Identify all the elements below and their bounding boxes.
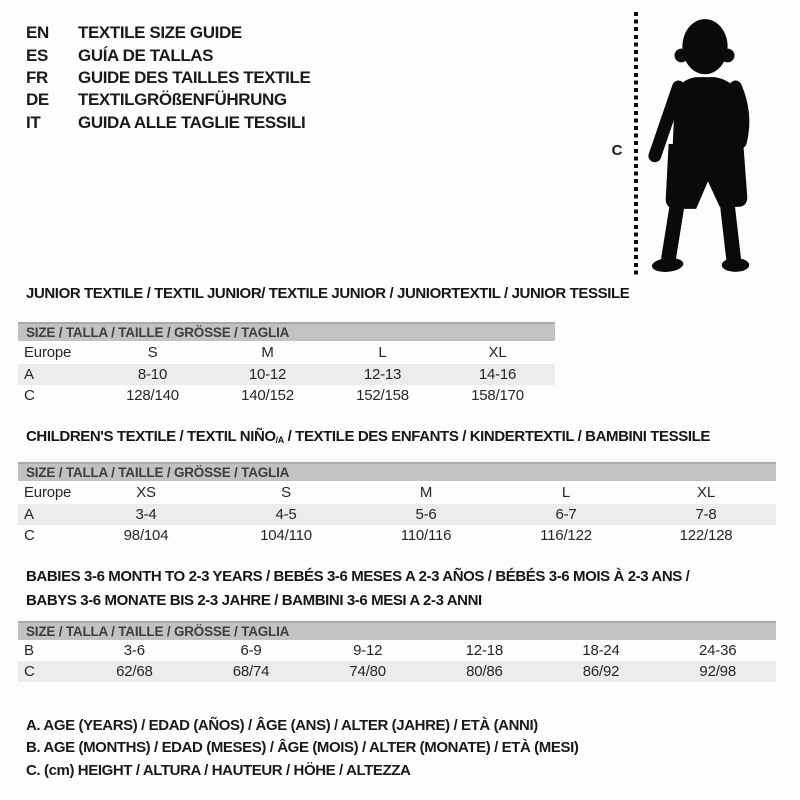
row-label-a: A xyxy=(24,506,34,523)
junior-size-row xyxy=(18,341,555,364)
children-title-text: / TEXTILE DES ENFANTS / KINDERTEXTIL / BAMBINI TESSILE xyxy=(283,428,710,445)
babies-title-line2: BABYS 3-6 MONATE BIS 2-3 JAHRE / BAMBINI 3-6 MESI A 2-3 ANNI xyxy=(26,591,482,609)
language-code: DE xyxy=(26,90,49,110)
language-code: IT xyxy=(26,112,41,132)
table-cell: 18-24 xyxy=(582,642,620,659)
language-row-en xyxy=(26,22,310,44)
guide-title-es: GUÍA DE TALLAS xyxy=(78,45,214,65)
size-cell: XL xyxy=(488,344,507,361)
table-cell: 14-16 xyxy=(478,366,517,383)
guide-title-de: TEXTILGRÖßENFÜHRUNG xyxy=(78,90,287,110)
junior-size-table xyxy=(18,322,555,406)
table-cell: 122/128 xyxy=(679,527,733,544)
size-header-label: SIZE / TALLA / TAILLE / GRÖSSE / TAGLIA xyxy=(26,623,290,639)
height-measure-dotted-line xyxy=(634,12,638,278)
table-cell: 74/80 xyxy=(349,663,386,680)
table-cell: 12-18 xyxy=(465,642,504,659)
row-label-europe: Europe xyxy=(24,344,72,361)
language-row-fr xyxy=(26,67,310,89)
table-cell: 24-36 xyxy=(699,642,737,659)
junior-row-height xyxy=(18,385,555,406)
language-code: FR xyxy=(26,67,48,87)
table-cell: 140/152 xyxy=(241,387,294,404)
babies-table-header xyxy=(18,621,776,640)
footnote-legend xyxy=(26,715,578,782)
size-cell: S xyxy=(147,344,158,361)
guide-title-fr: GUIDE DES TAILLES TEXTILE xyxy=(78,67,311,87)
table-cell: 9-12 xyxy=(353,642,383,659)
size-cell: S xyxy=(281,484,291,501)
children-title-subscript: /A xyxy=(275,435,284,445)
table-cell: 8-10 xyxy=(137,366,168,383)
table-cell: 80/86 xyxy=(466,663,503,680)
table-cell: 86/92 xyxy=(582,663,620,680)
table-cell: 7-8 xyxy=(695,506,717,523)
size-cell: M xyxy=(261,344,274,361)
table-cell: 68/74 xyxy=(232,663,270,680)
language-row-de xyxy=(26,89,310,111)
guide-title-en: TEXTILE SIZE GUIDE xyxy=(78,23,242,43)
junior-row-age xyxy=(18,364,555,385)
children-size-table xyxy=(18,462,776,546)
babies-size-table xyxy=(18,621,776,682)
junior-section-title: JUNIOR TEXTILE / TEXTIL JUNIOR/ TEXTILE JUNIOR / JUNIORTEXTIL / JUNIOR TESSILE xyxy=(26,285,630,302)
guide-title-it: GUIDA ALLE TAGLIE TESSILI xyxy=(78,112,306,132)
table-cell: 6-9 xyxy=(240,642,262,659)
size-cell: L xyxy=(378,344,387,361)
junior-table-header xyxy=(18,322,555,341)
size-header-label: SIZE / TALLA / TAILLE / GRÖSSE / TAGLIA xyxy=(26,464,290,480)
children-size-row xyxy=(18,481,776,504)
language-title-list xyxy=(26,22,310,134)
children-table-header xyxy=(18,462,776,481)
babies-row-months xyxy=(18,640,776,661)
size-header-label: SIZE / TALLA / TAILLE / GRÖSSE / TAGLIA xyxy=(26,324,290,340)
footnote-b: B. AGE (MONTHS) / EDAD (MESES) / ÂGE (MOIS) / ALTER (MONATE) / ETÀ (MESI) xyxy=(26,739,579,757)
row-label-a: A xyxy=(24,366,34,383)
language-code: ES xyxy=(26,45,48,65)
babies-title-line1: BABIES 3-6 MONTH TO 2-3 YEARS / BEBÉS 3-6 MESES A 2-3 AÑOS / BÉBÉS 3-6 MOIS À 2-3 ANS / xyxy=(26,568,690,585)
table-cell: 3-6 xyxy=(123,642,145,659)
size-cell: XL xyxy=(697,484,715,501)
table-cell: 92/98 xyxy=(699,663,736,680)
language-code: EN xyxy=(26,23,49,43)
table-cell: 116/122 xyxy=(540,527,592,544)
language-row-es xyxy=(26,44,310,66)
height-measure-label: C xyxy=(611,142,623,159)
table-cell: 152/158 xyxy=(356,387,409,404)
language-row-it xyxy=(26,112,310,134)
row-label-c: C xyxy=(24,663,35,680)
babies-section-title xyxy=(26,565,689,612)
children-title-text: CHILDREN'S TEXTILE / TEXTIL NIÑO xyxy=(26,428,276,445)
row-label-c: C xyxy=(24,527,35,544)
table-cell: 104/110 xyxy=(260,527,312,544)
footnote-c: C. (cm) HEIGHT / ALTURA / HAUTEUR / HÖHE / ALTEZZA xyxy=(26,761,411,779)
children-row-height xyxy=(18,525,776,546)
row-label-c: C xyxy=(24,387,35,404)
table-cell: 3-4 xyxy=(135,506,157,523)
size-cell: XS xyxy=(136,484,156,501)
table-cell: 128/140 xyxy=(126,387,179,404)
babies-row-height xyxy=(18,661,776,682)
footnote-a: A. AGE (YEARS) / EDAD (AÑOS) / ÂGE (ANS) / ALTER (JAHRE) / ETÀ (ANNI) xyxy=(26,717,538,734)
table-cell: 5-6 xyxy=(415,506,437,523)
children-section-title xyxy=(26,428,710,445)
table-cell: 110/116 xyxy=(400,527,452,544)
table-cell: 62/68 xyxy=(116,663,153,680)
table-cell: 10-12 xyxy=(248,366,287,383)
children-row-age xyxy=(18,504,776,525)
table-cell: 6-7 xyxy=(555,506,577,523)
toddler-silhouette-icon xyxy=(646,8,764,280)
table-cell: 98/104 xyxy=(123,527,169,544)
row-label-b: B xyxy=(24,642,34,659)
size-cell: L xyxy=(561,484,571,501)
table-cell: 158/170 xyxy=(471,387,524,404)
table-cell: 4-5 xyxy=(275,506,297,523)
size-cell: M xyxy=(419,484,433,501)
table-cell: 12-13 xyxy=(363,366,402,383)
row-label-europe: Europe xyxy=(24,484,72,501)
